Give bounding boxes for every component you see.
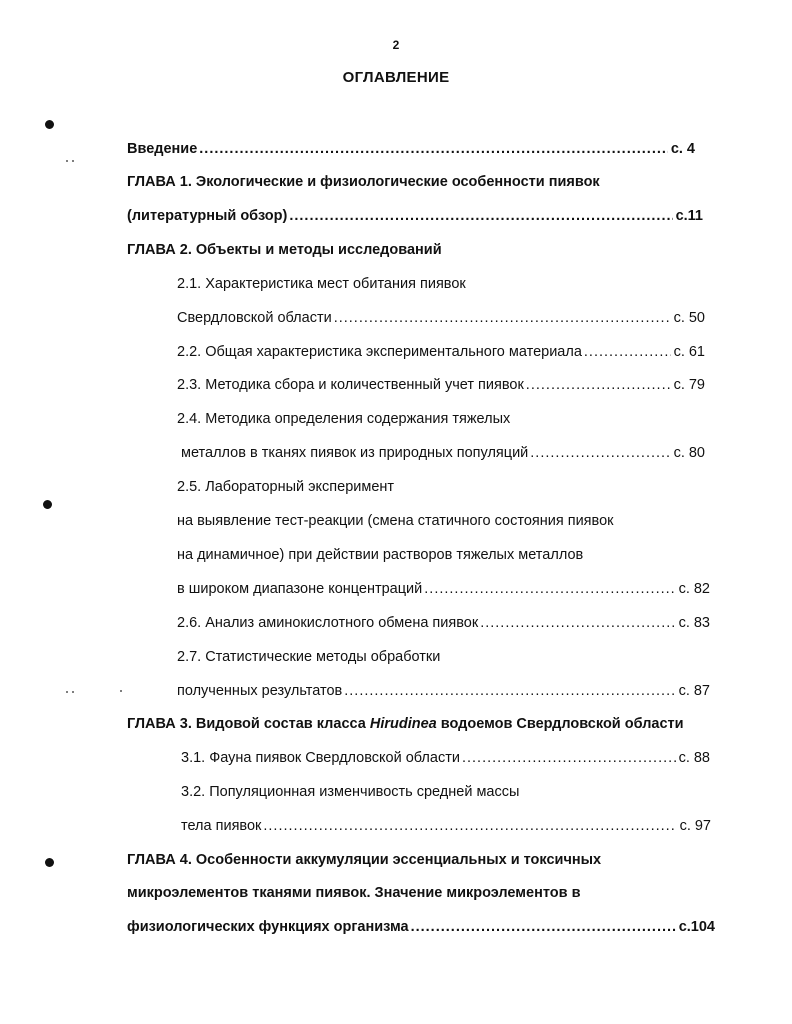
binder-hole-mark <box>45 120 54 129</box>
toc-entry-text: 2.4. Методика определения содержания тяжелых <box>177 411 511 427</box>
scan-speck <box>66 160 68 162</box>
toc-entry-2-5[interactable] <box>177 477 394 497</box>
toc-entry-introduction[interactable] <box>127 139 695 159</box>
toc-page-ref: с. 82 <box>678 581 710 597</box>
toc-page-ref: с. 87 <box>678 683 710 699</box>
dot-leader <box>344 681 675 701</box>
toc-page-ref: с. 4 <box>670 141 695 157</box>
binder-hole-mark <box>45 858 54 867</box>
toc-entry-text: 2.7. Статистические методы обработки <box>177 649 441 665</box>
toc-entry-2-4[interactable] <box>177 409 510 429</box>
dot-leader <box>411 917 676 937</box>
toc-entry-text: полученных результатов <box>177 683 343 699</box>
toc-entry-2-7-cont[interactable] <box>177 681 710 701</box>
dot-leader <box>199 139 668 159</box>
toc-entry-text: 2.3. Методика сбора и количественный учет пиявок <box>177 377 524 393</box>
toc-page-ref: с.104 <box>678 919 715 935</box>
toc-entry-2-4-cont[interactable] <box>181 443 705 463</box>
toc-entry-text: Введение <box>127 141 198 157</box>
toc-page-ref: с.11 <box>675 208 703 224</box>
toc-entry-2-1[interactable] <box>177 274 466 294</box>
toc-entry-taxon: Hirudinea <box>369 716 437 732</box>
scan-speck <box>66 691 68 693</box>
toc-entry-2-2[interactable] <box>177 342 705 362</box>
toc-page-ref: с. 83 <box>678 615 710 631</box>
toc-entry-text: 3.1. Фауна пиявок Свердловской области <box>181 750 460 766</box>
toc-entry-text: микроэлементов тканями пиявок. Значение микроэлементов в <box>127 885 581 901</box>
toc-entry-text: 2.5. Лабораторный эксперимент <box>177 479 395 495</box>
binder-hole-mark <box>43 500 52 509</box>
toc-entry-3-2[interactable] <box>181 782 519 802</box>
dot-leader <box>263 816 676 836</box>
page-number: 2 <box>392 38 400 52</box>
toc-entry-text: (литературный обзор) <box>127 208 288 224</box>
toc-entry-3-2-cont[interactable] <box>181 816 711 836</box>
toc-entry-text: тела пиявок <box>181 818 262 834</box>
toc-entry-2-6[interactable] <box>177 613 710 633</box>
dot-leader <box>530 443 670 463</box>
toc-page-ref: с. 61 <box>673 344 705 360</box>
toc-entry-text: на динамичное) при действии растворов тяжелых металлов <box>177 547 584 563</box>
toc-entry-2-5-cont-3[interactable] <box>177 579 710 599</box>
toc-entry-3-1[interactable] <box>181 748 710 768</box>
toc-entry-chapter-4-cont-1[interactable] <box>127 883 580 903</box>
toc-page-ref: с. 88 <box>678 750 710 766</box>
dot-leader <box>584 342 671 362</box>
toc-entry-chapter-2[interactable] <box>127 240 442 260</box>
toc-entry-text: 2.1. Характеристика мест обитания пиявок <box>177 276 466 292</box>
toc-entry-2-7[interactable] <box>177 647 440 667</box>
toc-entry-2-5-cont-2[interactable] <box>177 545 583 565</box>
dot-leader <box>424 579 675 599</box>
toc-entry-text: ГЛАВА 4. Особенности аккумуляции эссенциальных и токсичных <box>127 852 602 868</box>
scan-speck <box>72 691 74 693</box>
toc-entry-text: 2.6. Анализ аминокислотного обмена пиявок <box>177 615 479 631</box>
toc-page-ref: с. 80 <box>673 445 705 461</box>
toc-entry-text: ГЛАВА 3. Видовой состав класса <box>127 716 370 732</box>
toc-entry-text: Свердловской области <box>177 310 332 326</box>
dot-leader <box>526 375 671 395</box>
toc-entry-text: ГЛАВА 1. Экологические и физиологические особенности пиявок <box>127 174 600 190</box>
toc-page-ref: с. 50 <box>673 310 705 326</box>
toc-entry-chapter-1-cont[interactable] <box>127 206 703 226</box>
dot-leader <box>334 308 671 328</box>
toc-entry-2-1-cont[interactable] <box>177 308 705 328</box>
toc-entry-text: в широком диапазоне концентраций <box>177 581 423 597</box>
toc-entry-chapter-4-cont-2[interactable] <box>127 917 715 937</box>
toc-entry-text: 3.2. Популяционная изменчивость средней массы <box>181 784 520 800</box>
dot-leader <box>289 206 672 226</box>
toc-entry-text: 2.2. Общая характеристика экспериментального материала <box>177 344 582 360</box>
toc-entry-2-3[interactable] <box>177 375 705 395</box>
toc-entry-chapter-1[interactable] <box>127 172 600 192</box>
toc-entry-chapter-4[interactable] <box>127 850 601 870</box>
toc-page-ref: с. 79 <box>673 377 705 393</box>
toc-entry-text: водоемов Свердловской области <box>436 716 684 732</box>
toc-entry-text: металлов в тканях пиявок из природных популяций <box>181 445 529 461</box>
toc-entry-text: физиологических функциях организма <box>127 919 409 935</box>
toc-entry-text: ГЛАВА 2. Объекты и методы исследований <box>127 242 442 258</box>
toc-entry-chapter-3[interactable] <box>127 714 684 734</box>
dot-leader <box>462 748 676 768</box>
dot-leader <box>480 613 675 633</box>
toc-entry-2-5-cont-1[interactable] <box>177 511 613 531</box>
scan-speck <box>120 690 122 692</box>
scan-speck <box>72 160 74 162</box>
toc-page-ref: с. 97 <box>679 818 711 834</box>
toc-entry-text: на выявление тест-реакции (смена статичного состояния пиявок <box>177 513 614 529</box>
page-title: ОГЛАВЛЕНИЕ <box>342 69 450 86</box>
